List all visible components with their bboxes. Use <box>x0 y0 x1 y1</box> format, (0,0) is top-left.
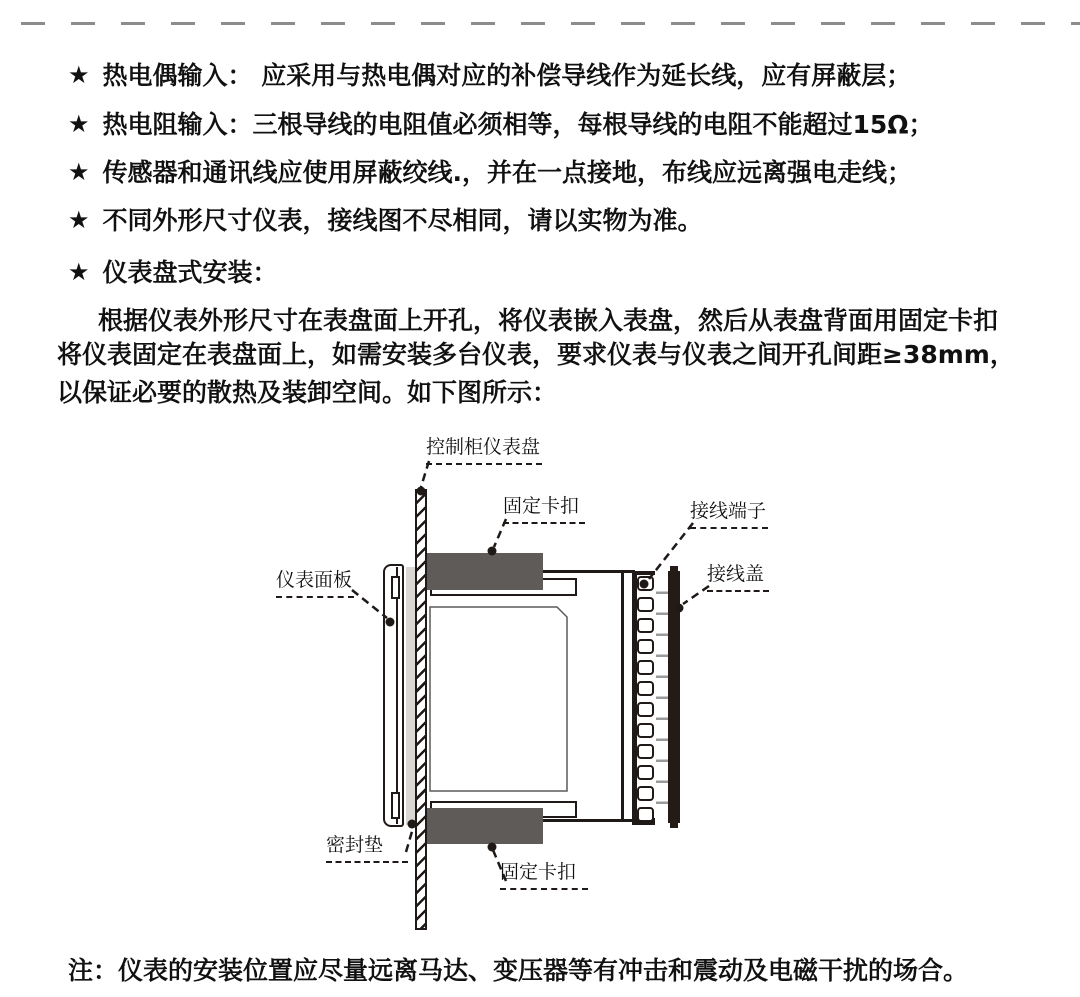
installation-note: 注：仪表的安装位置应尽量远离马达、变压器等有冲击和震动及电磁干扰的场合。 <box>68 956 969 985</box>
bullet-text: 热电阻输入：三根导线的电阻值必须相等，每根导线的电阻不能超过15Ω； <box>102 110 934 139</box>
terminal-cell <box>637 660 654 675</box>
cabinet-panel-wall <box>415 489 427 930</box>
bullet-text: 仪表盘式安装： <box>102 258 278 287</box>
bullet-text: 传感器和通讯线应使用屏蔽绞线.，并在一点接地，布线应远离强电走线； <box>102 158 913 187</box>
terminal-cell <box>637 618 654 633</box>
terminal-cell <box>637 807 654 822</box>
bullet-dimensions <box>68 205 703 236</box>
label-fixing-clip-bottom: 固定卡扣 <box>500 857 588 890</box>
faceplate-slot-top <box>391 576 400 599</box>
bullet-text: 不同外形尺寸仪表，接线图不尽相同，请以实物为准。 <box>102 206 703 235</box>
star-bullet-icon: ★ <box>68 258 90 286</box>
terminal-cell <box>637 576 654 591</box>
bullet-text: 热电偶输入： 应采用与热电偶对应的补偿导线作为延长线，应有屏蔽层； <box>102 61 912 90</box>
star-bullet-icon: ★ <box>68 158 90 186</box>
faceplate-inner-line <box>396 567 398 824</box>
pointer-faceplate <box>352 590 387 618</box>
fixing-clip-top <box>427 553 543 590</box>
terminal-grid-column <box>656 573 668 821</box>
bullet-shielded-wire <box>68 157 912 188</box>
terminal-cell <box>637 765 654 780</box>
fixing-clip-bottom <box>427 808 543 844</box>
paragraph-line: 根据仪表外形尺寸在表盘面上开孔，将仪表嵌入表盘，然后从表盘背面用固定卡扣 <box>98 306 999 335</box>
terminal-cell <box>637 597 654 612</box>
label-terminal-cover: 接线盖 <box>707 559 769 592</box>
top-dashed-divider <box>21 22 1080 25</box>
terminal-cell <box>637 681 654 696</box>
bullet-rtd <box>68 109 934 140</box>
terminal-cover-tab-bottom <box>670 822 678 828</box>
star-bullet-icon: ★ <box>68 110 90 138</box>
faceplate-slot-bottom <box>391 792 400 819</box>
terminal-cell <box>637 786 654 801</box>
bullet-thermocouple <box>68 60 911 91</box>
terminal-cover-tab-top <box>670 566 678 572</box>
pointer-cover <box>683 586 709 604</box>
instrument-display-outline <box>430 607 567 791</box>
star-bullet-icon: ★ <box>68 61 90 89</box>
paragraph-line: 将仪表固定在表盘面上，如需安装多台仪表，要求仪表与仪表之间开孔间距≥38mm， <box>57 340 1015 369</box>
terminal-cell <box>637 702 654 717</box>
label-terminal-block: 接线端子 <box>690 496 768 529</box>
instrument-case-right-edge <box>621 570 624 822</box>
paragraph-line: 以保证必要的散热及装卸空间。如下图所示： <box>57 378 558 407</box>
label-faceplate: 仪表面板 <box>276 565 354 598</box>
terminal-cell <box>637 723 654 738</box>
label-fixing-clip-top: 固定卡扣 <box>503 491 585 524</box>
star-bullet-icon: ★ <box>68 206 90 234</box>
terminal-cell <box>637 744 654 759</box>
label-cabinet-panel: 控制柜仪表盘 <box>426 432 542 465</box>
terminal-block-cells <box>637 576 654 822</box>
label-gasket: 密封垫 <box>326 830 408 863</box>
instrument-faceplate <box>383 564 404 827</box>
bullet-panel-mount-heading <box>68 257 278 288</box>
terminal-cover-bar <box>668 571 680 823</box>
terminal-cell <box>637 639 654 654</box>
